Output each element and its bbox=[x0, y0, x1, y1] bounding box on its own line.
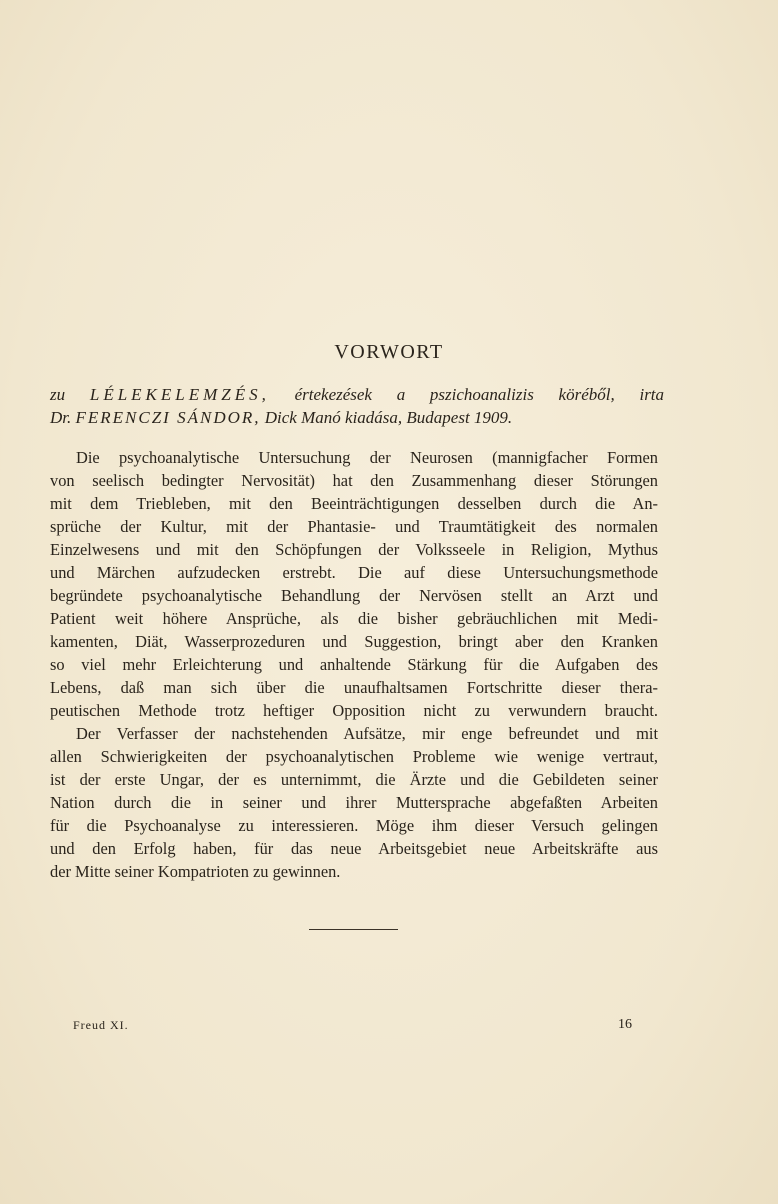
text-line: sprüche der Kultur, mit der Phantasie- und Traumtätigkeit des normalen bbox=[50, 517, 658, 536]
text-line: kamenten, Diät, Wasserprozeduren und Suggestion, bringt aber den Kranken bbox=[50, 632, 658, 651]
text-line: Die psychoanalytische Untersuchung der Neurosen (mannigfacher Formen bbox=[76, 448, 658, 467]
dedication-line-1 bbox=[50, 383, 664, 406]
dedication-book-title: LÉLEKELEMZÉS, bbox=[89, 385, 270, 404]
paragraph-1 bbox=[50, 446, 658, 722]
text-line: von seelisch bedingter Nervosität) hat den Zusammenhang dieser Störungen bbox=[50, 471, 658, 490]
text-line: allen Schwierigkeiten der psychoanalytischen Probleme wie wenige vertraut, bbox=[50, 747, 658, 766]
text-line: für die Psychoanalyse zu interessieren. Möge ihm dieser Versuch gelingen bbox=[50, 816, 658, 835]
text-line: und den Erfolg haben, für das neue Arbeitsgebiet neue Arbeitskräfte aus bbox=[50, 839, 658, 858]
dedication-dr: Dr. bbox=[50, 408, 72, 427]
footer-signature: Freud XI. bbox=[73, 1018, 129, 1032]
text-line: peutischen Methode trotz heftiger Opposition nicht zu verwundern braucht. bbox=[50, 701, 658, 720]
dedication-line-2 bbox=[50, 406, 664, 429]
dedication-irta: irta bbox=[639, 385, 665, 404]
section-divider bbox=[309, 929, 398, 930]
text-line: Lebens, daß man sich über die unaufhaltsamen Fortschritte dieser thera- bbox=[50, 678, 658, 697]
text-line: und Märchen aufzudecken erstrebt. Die auf diese Untersuchungsmethode bbox=[50, 563, 658, 582]
text-line: begründete psychoanalytische Behandlung der Nervösen stellt an Arzt und bbox=[50, 586, 658, 605]
dedication-zu: zu bbox=[50, 385, 66, 404]
dedication-author: FERENCZI SÁNDOR, bbox=[75, 408, 261, 427]
page-number: 16 bbox=[618, 1017, 632, 1032]
page-title: VORWORT bbox=[334, 341, 444, 363]
text-line: so viel mehr Erleichterung und anhaltende Stärkung für die Aufgaben des bbox=[50, 655, 658, 674]
text-line: Nation durch die in seiner und ihrer Muttersprache abgefaßten Arbeiten bbox=[50, 793, 658, 812]
paragraph-2 bbox=[50, 722, 658, 883]
text-line: der Mitte seiner Kompatrioten zu gewinnen. bbox=[50, 862, 341, 881]
text-line: Patient weit höhere Ansprüche, als die bisher gebräuchlichen mit Medi- bbox=[50, 609, 658, 628]
text-line: ist der erste Ungar, der es unternimmt, die Ärzte und die Gebildeten seiner bbox=[50, 770, 658, 789]
text-line: Der Verfasser der nachstehenden Aufsätze, mir enge befreundet und mit bbox=[76, 724, 658, 743]
text-line: mit dem Triebleben, mit den Beeinträchtigungen desselben durch die An- bbox=[50, 494, 658, 513]
dedication-subtitle: értekezések a pszichoanalizis köréből, bbox=[294, 385, 615, 404]
text-line: Einzelwesens und mit den Schöpfungen der Volksseele in Religion, Mythus bbox=[50, 540, 658, 559]
dedication-publisher: Dick Manó kiadása, Budapest 1909. bbox=[264, 408, 513, 427]
